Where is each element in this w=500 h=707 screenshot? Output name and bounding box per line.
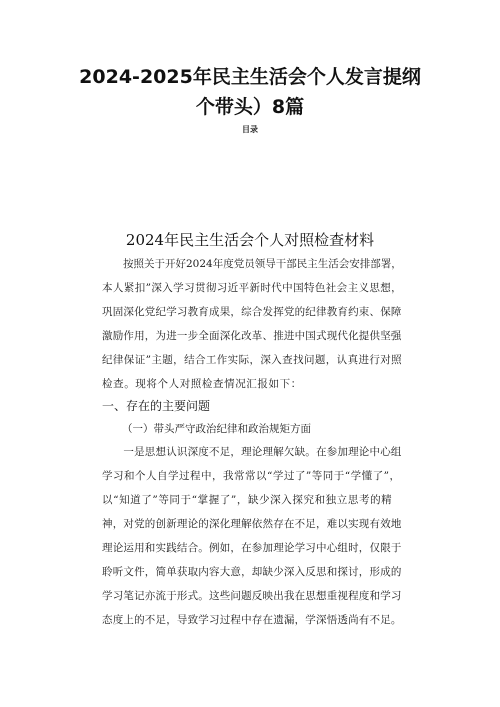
- heading-main-problems: 一、存在的主要问题: [102, 399, 211, 413]
- paragraph-line: 神，对党的创新理论的深化理解依然存在不足，难以实现有效地: [102, 518, 402, 530]
- section-title: 2024年民主生活会个人对照检查材料: [125, 231, 375, 249]
- paragraph-line: 本人紧扣”深入学习贯彻习近平新时代中国特色社会主义思想，: [102, 282, 403, 294]
- paragraph-problem-one: [102, 440, 402, 632]
- paragraph-line: 学习和个人自学过程中，我常常以“学过了”等同于“学懂了”，: [102, 470, 401, 482]
- heading-political-discipline: （一）带头严守政治纪律和政治规矩方面: [122, 423, 311, 435]
- toc-label: 目录: [242, 125, 258, 134]
- paragraph-line: 一是思想认识深度不足，理论理解欠缺。在参加理论中心组: [102, 446, 402, 458]
- paragraph-line: 激励作用，为进一步全面深化改革、推进中国式现代化提供坚强: [102, 330, 402, 342]
- document-title-line2: 个带头）8篇: [195, 96, 305, 118]
- paragraph-line: 巩固深化党纪学习教育成果，综合发挥党的纪律教育约束、保障: [102, 306, 402, 318]
- paragraph-line: 按照关于开好2024年度党员领导干部民主生活会安排部署，: [102, 258, 402, 270]
- paragraph-line: 聆听文件，简单获取内容大意，却缺少深入反思和探讨，形成的: [102, 566, 402, 578]
- document-title-line1: 2024-2025年民主生活会个人发言提纲: [79, 66, 421, 88]
- paragraph-line: 学习笔记亦流于形式。这些问题反映出我在思想重视程度和学习: [102, 590, 402, 602]
- paragraph-intro: [102, 252, 402, 396]
- paragraph-line: 态度上的不足，导致学习过程中存在遗漏，学深悟透尚有不足。: [102, 614, 402, 626]
- paragraph-line: 以“知道了”等同于“掌握了”，缺少深入探究和独立思考的精: [102, 494, 393, 506]
- paragraph-line: 纪律保证”主题，结合工作实际，深入查找问题，认真进行对照: [102, 354, 403, 366]
- paragraph-line: 检查。现将个人对照检查情况汇报如下：: [102, 378, 302, 390]
- paragraph-line: 理论运用和实践结合。例如，在参加理论学习中心组时，仅限于: [102, 542, 402, 554]
